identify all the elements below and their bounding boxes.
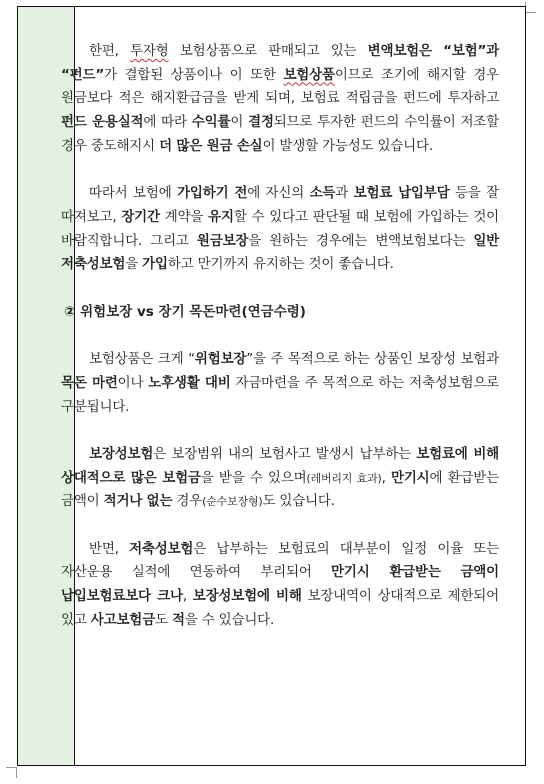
- paragraph-savings-insurance: 반면, 저축성보험은 납부하는 보험료의 대부분이 일정 이율 또는 자산운용 실적에 연동하여 부리되어 만기시 환급받는 금액이 납입보험료보다 크나, 보장성보험에 비해 보장내역이 상대적으로 제한되어 있고 사고보험금도 적을 수 있습니다.: [61, 540, 499, 628]
- page-corner-mark: [525, 2, 536, 13]
- paragraph-protection-insurance: 보장성보험은 보장범위 내의 보험사고 발생시 납부하는 보험료에 비해 상대적으로 많은 보험금을 받을 수 있으며(레버리지 효과), 만기시에 환급받는 금액이 적거나 없는 경우(순수보장형)도 있습니다.: [61, 445, 500, 510]
- paragraph-variable-insurance: 한편, 투자형 보험상품으로 판매되고 있는 변액보험은 “보험”과 “펀드”가 결합된 상품이나 이 또한 보험상품이므로 조기에 해지할 경우 원금보다 적은 해지환급금을 받게 되며, 보험료 적립금을 펀드에 투자하고 펀드 운용실적에 따라 수익률이 결정되므로 투자한 펀드의 수익률이 저조할 경우 중도해지시 더 많은 원금 손실이 발생할 가능성도 있습니다.: [61, 43, 499, 154]
- text-cell: [61, 40, 499, 633]
- paragraph-before-joining: 따라서 보험에 가입하기 전에 자신의 소득과 보험료 납입부담 등을 잘 따져보고, 장기간 계약을 유지할 수 있다고 판단될 때 보험에 가입하는 것이 바람직합니다. 그리고 원금보장을 원하는 경우에는 변액보험보다는 일반 저축성보험을 가입하고 만기까지 유지하는 것이 좋습니다.: [61, 185, 500, 273]
- section-heading: ② 위험보장 vs 장기 목돈마련(연금수령): [64, 303, 306, 320]
- page-corner-mark: [6, 767, 17, 778]
- paragraph-insurance-types: 보험상품은 크게 “위험보장”을 주 목적으로 하는 상품인 보장성 보험과 목돈 마련이나 노후생활 대비 자금마련을 주 목적으로 하는 저축성보험으로 구분됩니다.: [61, 351, 500, 415]
